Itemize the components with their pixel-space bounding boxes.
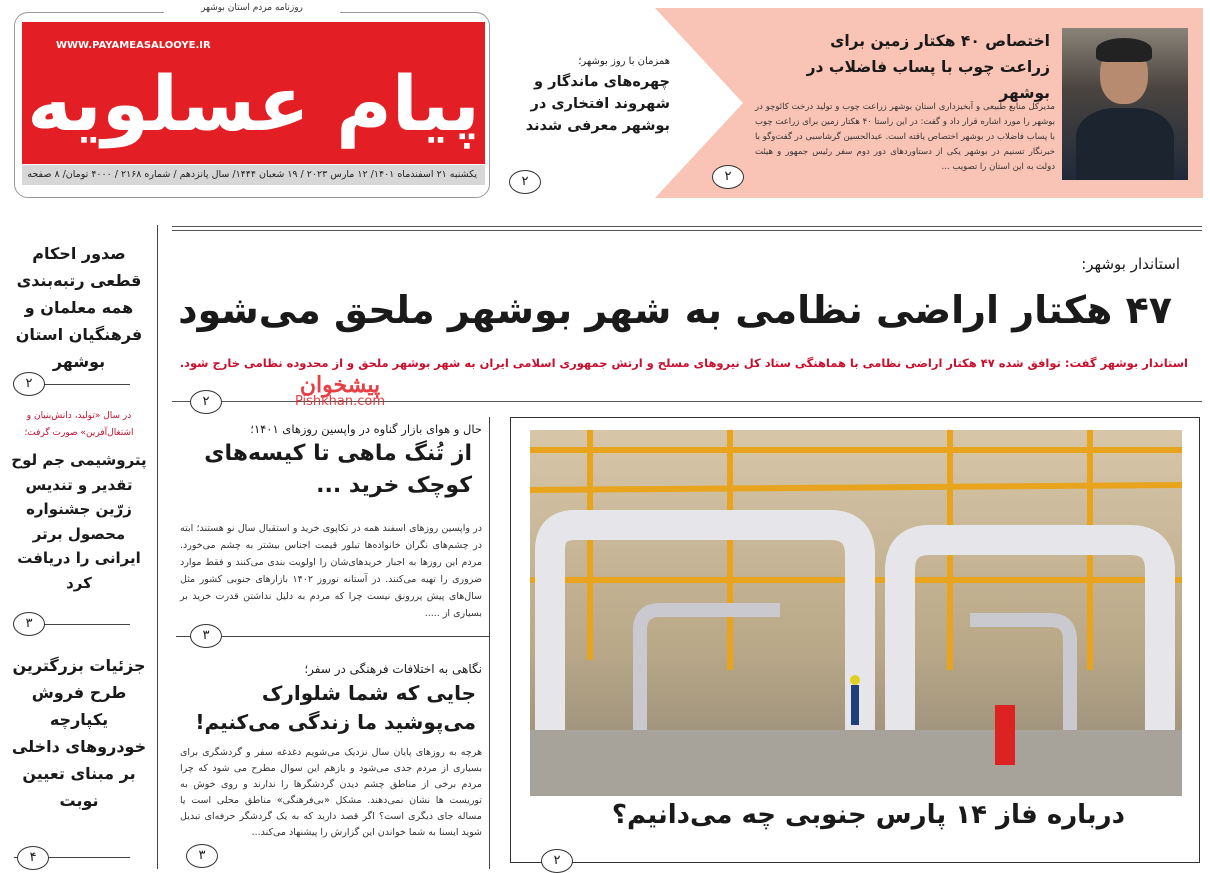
sidebar-headline: جزئیات بزرگترین طرح فروش یکپارچه خودروهای داخلی بر مبنای تعیین نوبت bbox=[11, 656, 147, 810]
logo-wordmark: پیام عسلویه bbox=[27, 59, 480, 148]
teaser-kicker: همزمان با روز بوشهر؛ bbox=[578, 56, 670, 67]
story-kicker: حال و هوای بازار گناوه در واپسین روزهای ۱۴۰۱؛ bbox=[250, 422, 482, 436]
column-divider bbox=[489, 417, 490, 869]
sidebar-headline: صدور احکام قطعی رتبه‌بندی همه معلمان و فرهنگیان استان بوشهر bbox=[15, 244, 143, 371]
page-badge: ۲ bbox=[541, 849, 573, 873]
photo-caption[interactable]: درباره فاز ۱۴ پارس جنوبی چه می‌دانیم؟ bbox=[611, 800, 1125, 830]
main-kicker: استاندار بوشهر: bbox=[1081, 255, 1180, 273]
story-headline: از تُنگ ماهی تا کیسه‌های کوچک خرید ... bbox=[204, 441, 472, 498]
page-badge: ۲ bbox=[712, 165, 744, 189]
watermark: پیشخوان Pishkhan.com bbox=[294, 372, 386, 409]
main-lead: استاندار بوشهر گفت: توافق شده ۴۷ هکتار اراضی نظامی با هماهنگی ستاد کل نیروهای مسلح و ارتش جمهوری اسلامی ایران به شهر بوشهر ملحق و از محدوده نظامی خارج شود. bbox=[179, 356, 1188, 370]
story-body: در واپسین روزهای اسفند همه در تکاپوی خرید و استقبال سال نو هستند؛ ابته در چشم‌های نگران خانواده‌ها تبلور قیمت اجناس بیشتر به چشم می‌خورد. مردم این روزها به اجبار خریدهای‌شان را اولویت بندی می‌کنند و فقط موارد ضروری را تهیه می‌کنند. در آستانه نوروز ۱۴۰۲ بازارهای جنوبی کشور مثل سال‌های پیش پررونق نیست چرا که مردم به دلیل نداشتن قدرت خرید بر بسیاری از ..... bbox=[180, 523, 482, 619]
teaser-middle[interactable] bbox=[520, 56, 670, 137]
main-headline[interactable]: ۴۷ هکتار اراضی نظامی به شهر بوشهر ملحق می‌شود bbox=[178, 288, 1172, 332]
divider bbox=[172, 226, 1202, 231]
page-badge: ۲ bbox=[190, 390, 222, 414]
masthead-url: WWW.PAYAMEASALOOYE.IR bbox=[56, 40, 211, 51]
masthead-tagline: روزنامه مردم استان بوشهر bbox=[164, 3, 340, 13]
teaser-pink-body: مدیرکل منابع طبیعی و آبخیزداری استان بوشهر زراعت چوب و تولید درخت کائوچو در بوشهر را مورد اشاره قرار داد و گفت: در این راستا ۴۰ هکتار زمین برای زراعت چوب با پساب فاضلاب در بوشهر اختصاص یافته است. عبدالحسین گرشاسبی در گفت‌وگو با خبرنگار تسنیم در بوشهر یکی از دستاوردهای دور دوم سفر رئیس جمهور و هیئت دولت به این استان را تصویب ... bbox=[755, 102, 1055, 172]
page-badge: ۴ bbox=[17, 846, 49, 870]
masthead bbox=[14, 0, 490, 200]
sidebar-headline: پتروشیمی جم لوح تقدیر و تندیس زرّین جشنواره محصول برتر ایرانی را دریافت کرد bbox=[11, 451, 147, 592]
refinery-photo[interactable] bbox=[530, 430, 1182, 796]
dateline: یکشنبه ۲۱ اسفندماه ۱۴۰۱/ ۱۲ مارس ۲۰۲۳ / ۱۹ شعبان ۱۴۴۴/ سال پانزدهم / شماره ۲۱۶۸ / ۴۰۰۰ تومان/ ۸ صفحه bbox=[22, 165, 485, 185]
story-headline: جایی که شما شلوارک می‌پوشید ما زندگی می‌کنیم! bbox=[195, 681, 476, 734]
logo[interactable] bbox=[22, 22, 485, 164]
page-badge: ۲ bbox=[509, 170, 541, 194]
teaser-title: چهره‌های ماندگار و شهروند افتخاری در بوشهر معرفی شدند bbox=[525, 74, 670, 134]
sidebar-story[interactable] bbox=[8, 408, 150, 595]
story-travel[interactable] bbox=[180, 661, 482, 841]
page-badge: ۳ bbox=[190, 624, 222, 648]
refinery-illustration bbox=[530, 430, 1182, 796]
sidebar-kicker: در سال «تولید، دانش‌بنیان و اشتغال‌آفرین» صورت گرفت؛ bbox=[24, 411, 134, 438]
story-kicker: نگاهی به اختلافات فرهنگی در سفر؛ bbox=[304, 662, 482, 676]
sidebar-story[interactable] bbox=[8, 652, 150, 814]
sidebar-story[interactable] bbox=[8, 240, 150, 375]
page-badge: ۲ bbox=[13, 372, 45, 396]
teaser-pink-title: اختصاص ۴۰ هکتار زمین برای زراعت چوب با پساب فاضلاب در بوشهر bbox=[806, 32, 1050, 102]
divider bbox=[176, 636, 489, 637]
page-badge: ۳ bbox=[13, 612, 45, 636]
story-fish[interactable] bbox=[180, 422, 482, 622]
teaser-photo bbox=[1062, 28, 1188, 180]
story-body: هرچه به روزهای پایان سال نزدیک می‌شویم دغدغه سفر و گردشگری برای بسیاری از مردم جدی می‌شود و بازهم این سوال مطرح می شود که چرا مردم برخی از مناطق چشم دیدن گردشگرها را ندارند و روی خوش به توریست ها نشان نمی‌دهند. مشکل «بی‌فرهنگی» مناطق محلی است یا مساله جای دیگری است؟ اگر قصد دارید که به یک گردشگر حرفه‌ای تبدیل شوید ایسنا به شما خواندن این گزارش را پیشنهاد می‌کند... bbox=[180, 747, 482, 838]
page-badge: ۳ bbox=[186, 844, 218, 868]
divider bbox=[157, 225, 158, 869]
